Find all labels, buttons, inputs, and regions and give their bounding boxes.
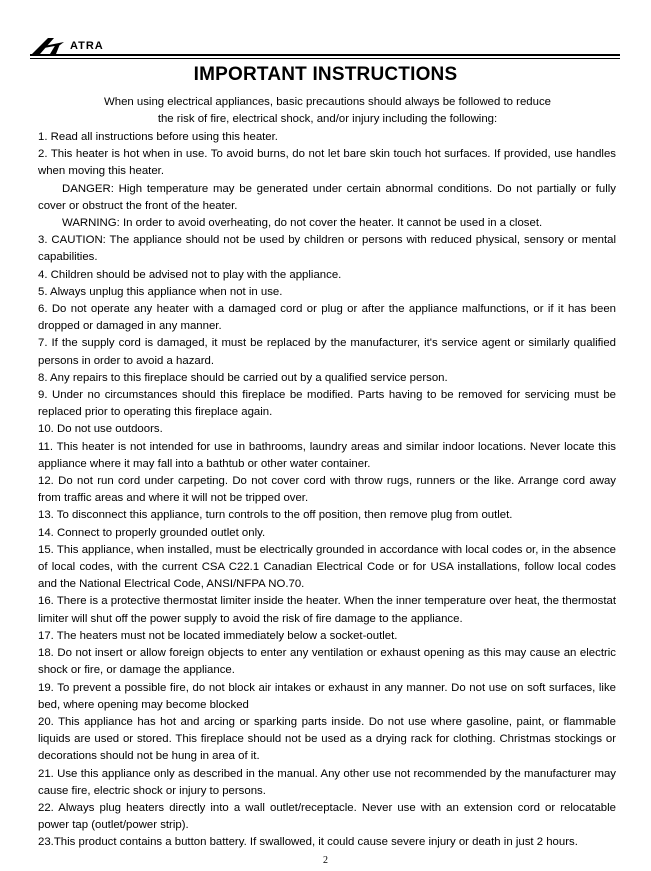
instruction-item: 23.This product contains a button battery. If swallowed, it could cause severe injury or death in just 2 hours. [38, 836, 578, 849]
header-rule [30, 54, 620, 56]
instruction-item: 19. To prevent a possible fire, do not block air intakes or exhaust in any manner. Do not use on soft surfaces, like bed, where opening may become blocked [38, 681, 616, 711]
instructions-list [38, 129, 616, 852]
instruction-item: 8. Any repairs to this fireplace should be carried out by a qualified service person. [38, 371, 448, 384]
instruction-item: 11. This heater is not intended for use in bathrooms, laundry areas and similar indoor locations. Never locate this appliance where it may fall into a bathtub or other water container. [38, 440, 616, 470]
intro-line-1: When using electrical appliances, basic precautions should always be followed to reduce [103, 96, 552, 108]
instruction-item: 2. This heater is hot when in use. To avoid burns, do not let bare skin touch hot surfaces. If provided, use handles when moving this heater. [38, 148, 616, 178]
instruction-item: 21. Use this appliance only as described in the manual. Any other use not recommended by the manufacturer may cause fire, electric shock or injury to persons. [38, 767, 616, 797]
atra-logo-icon [30, 34, 70, 56]
instruction-item: 14. Connect to properly grounded outlet only. [38, 526, 266, 539]
instruction-item: 3. CAUTION: The appliance should not be used by children or persons with reduced physical, sensory or mental capabilities. [38, 234, 616, 264]
logo-wordmark: ATRA [70, 40, 104, 52]
instruction-item: WARNING: In order to avoid overheating, do not cover the heater. It cannot be used in a closet. [62, 217, 543, 230]
instruction-item: 17. The heaters must not be located immediately below a socket-outlet. [38, 629, 398, 642]
instruction-item: 18. Do not insert or allow foreign objects to enter any ventilation or exhaust opening as this may cause an electric shock or fire, or damage the appliance. [38, 647, 616, 677]
intro-line-2: the risk of fire, electrical shock, and/or injury including the following: [157, 113, 498, 125]
instruction-item: 6. Do not operate any heater with a damaged cord or plug or after the appliance malfunctions, or if it has been dropped or damaged in any manner. [38, 303, 616, 333]
instruction-item: 13. To disconnect this appliance, turn controls to the off position, then remove plug from outlet. [38, 509, 513, 522]
page-header [30, 34, 620, 56]
instruction-item: 1. Read all instructions before using this heater. [38, 131, 278, 143]
instruction-item: 22. Always plug heaters directly into a wall outlet/receptacle. Never use with an extension cord or relocatable power tap (outlet/power strip). [38, 801, 616, 832]
instruction-item: 4. Children should be advised not to play with the appliance. [38, 268, 342, 281]
instruction-item: 5. Always unplug this appliance when not in use. [38, 285, 283, 298]
page-number: 2 [323, 855, 328, 866]
instruction-item: DANGER: High temperature may be generated under certain abnormal conditions. Do not partially or fully cover or obstruct the front of the heater. [38, 182, 616, 212]
instruction-item: 9. Under no circumstances should this fireplace be modified. Parts having to be removed for servicing must be replaced prior to operating this fireplace again. [38, 389, 616, 419]
instruction-item: 15. This appliance, when installed, must be electrically grounded in accordance with local codes or, in the absence of local codes, with the current CSA C22.1 Canadian Electrical Code or for USA installations, follow local codes and the National Electrical Code, ANSI/NFPA NO.70. [38, 543, 616, 591]
instruction-item: 16. There is a protective thermostat limiter inside the heater. When the inner temperature over heat, the thermostat limiter will shut off the power supply to avoid the risk of fire damage to the appliance. [38, 595, 616, 625]
page-title: IMPORTANT INSTRUCTIONS [193, 64, 458, 85]
header-rule-thin [30, 58, 620, 59]
instruction-item: 20. This appliance has hot and arcing or sparking parts inside. Do not use where gasoline, paint, or flammable liquids are used or stored. This fireplace should not be used as a drying rack for clothing. Christmas stockings or decorations should not be hung in area of it. [38, 715, 616, 763]
instruction-item: 10. Do not use outdoors. [38, 423, 163, 436]
instruction-item: 12. Do not run cord under carpeting. Do not cover cord with throw rugs, runners or the like. Arrange cord away from traffic areas and where it will not be tripped over. [38, 475, 616, 505]
instruction-item: 7. If the supply cord is damaged, it must be replaced by the manufacturer, it's service agent or similarly qualified persons in order to avoid a hazard. [38, 337, 616, 367]
